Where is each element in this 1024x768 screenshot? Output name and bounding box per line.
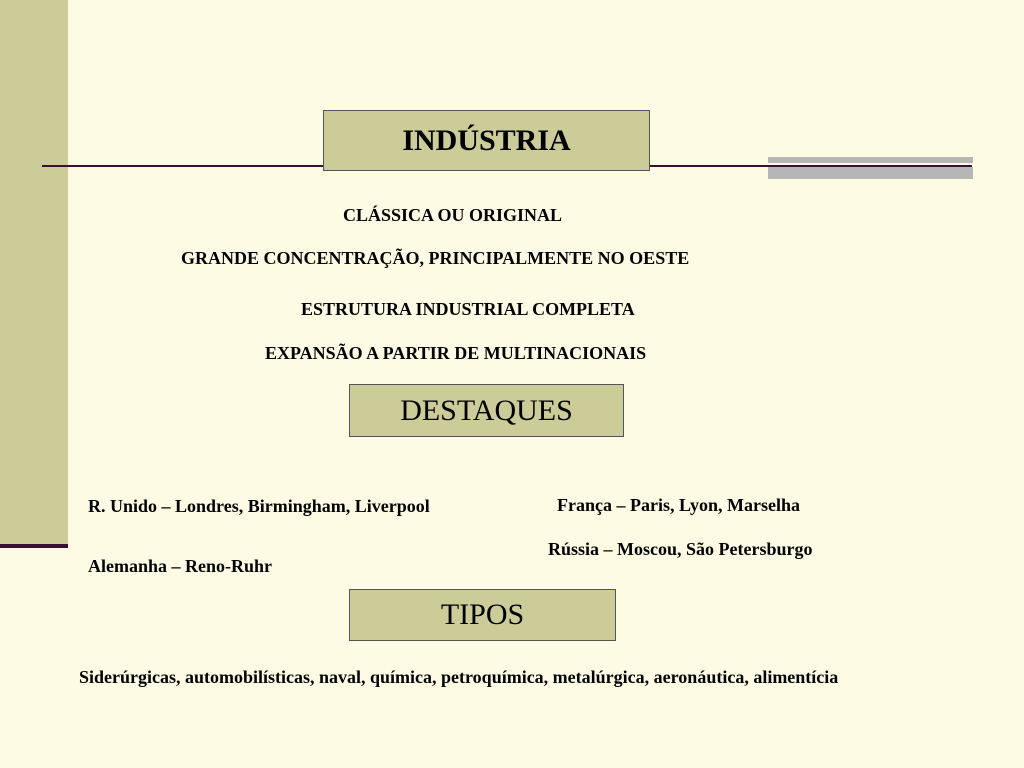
page-title: INDÚSTRIA [402,123,571,157]
left-decorative-bar [0,0,68,545]
types-heading: TIPOS [440,598,525,631]
characteristic-item: EXPANSÃO A PARTIR DE MULTINACIONAIS [265,343,647,363]
types-heading-box [349,589,616,641]
characteristic-item: ESTRUTURA INDUSTRIAL COMPLETA [301,299,635,319]
highlight-uk: R. Unido – Londres, Birmingham, Liverpool [88,496,430,516]
highlights-heading-box [349,384,624,437]
highlight-russia: Rússia – Moscou, São Petersburgo [548,539,813,559]
grey-bar-bottom [768,167,973,179]
highlight-france: França – Paris, Lyon, Marselha [557,495,800,515]
characteristic-item: GRANDE CONCENTRAÇÃO, PRINCIPALMENTE NO OESTE [181,248,690,268]
highlights-heading: DESTAQUES [400,393,573,427]
title-box [323,110,650,171]
decorative-grey-bars [768,157,973,181]
highlight-germany: Alemanha – Reno-Ruhr [88,556,273,576]
characteristic-item: CLÁSSICA OU ORIGINAL [343,205,563,225]
grey-bar-top [768,157,973,163]
left-divider-line [0,544,68,548]
types-list: Siderúrgicas, automobilísticas, naval, química, petroquímica, metalúrgica, aeronáutica, alimentícia [79,667,839,687]
